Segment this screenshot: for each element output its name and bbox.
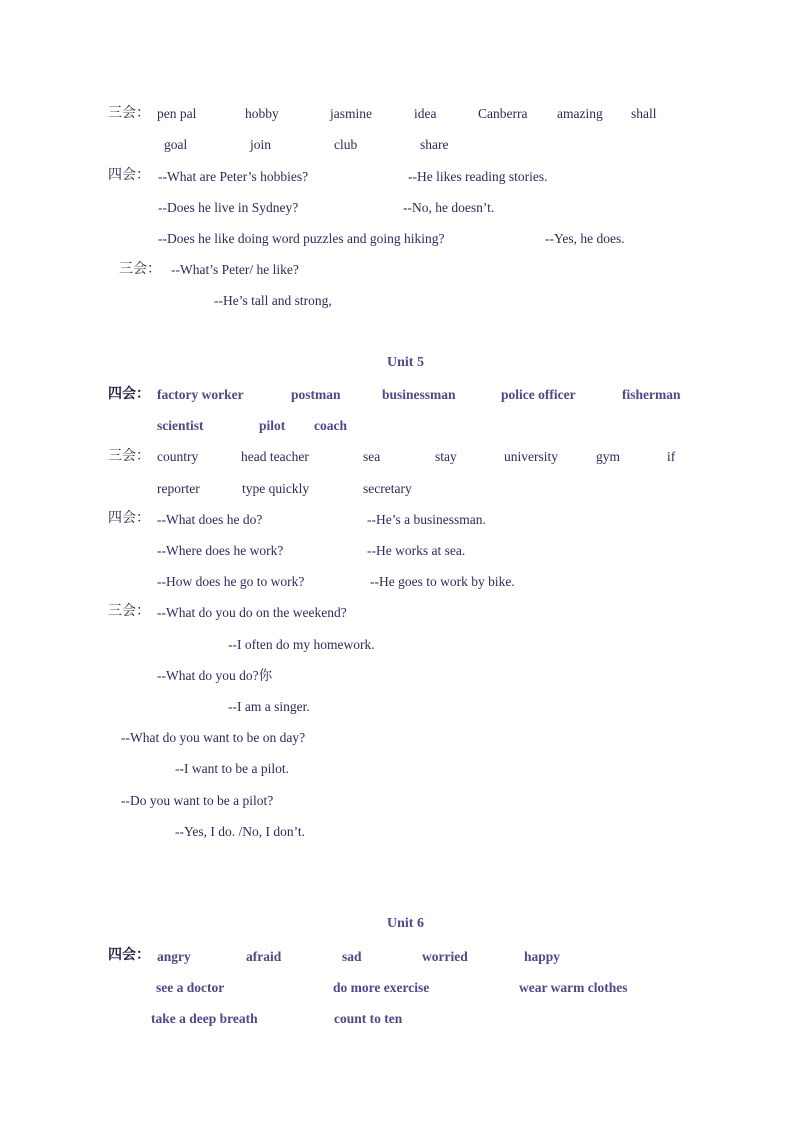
sentence-answer: --He’s tall and strong, xyxy=(214,293,332,308)
vocab-word: university xyxy=(504,449,558,464)
vocab-word: join xyxy=(250,137,272,152)
sentence-line: --I often do my homework. xyxy=(228,637,375,652)
unit-heading: Unit 6 xyxy=(387,916,424,931)
vocab-word: worried xyxy=(422,949,468,964)
vocab-word: coach xyxy=(314,418,347,433)
level-label: 四会： xyxy=(108,386,150,402)
vocab-word: head teacher xyxy=(241,449,309,464)
sentence-line: --I am a singer. xyxy=(228,699,310,714)
sentence-question: --Does he live in Sydney? xyxy=(158,200,299,215)
sentence-question: --How does he go to work? xyxy=(157,574,305,589)
vocab-word: wear warm clothes xyxy=(519,980,628,995)
vocab-word: police officer xyxy=(501,387,576,402)
vocab-word: club xyxy=(334,137,358,152)
vocab-word: Canberra xyxy=(478,106,528,121)
sentence-answer: --No, he doesn’t. xyxy=(403,200,495,215)
vocab-word: goal xyxy=(164,137,188,152)
level-label: 四会： xyxy=(108,947,150,963)
level-label: 四会： xyxy=(108,510,150,526)
vocab-word: afraid xyxy=(246,949,282,964)
vocab-word: secretary xyxy=(363,481,412,496)
sentence-line: --What do you do on the weekend? xyxy=(157,605,347,620)
sentence-answer: --He likes reading stories. xyxy=(408,169,548,184)
vocab-word: postman xyxy=(291,387,341,402)
vocab-word: amazing xyxy=(557,106,603,121)
sentence-line: --I want to be a pilot. xyxy=(175,761,289,776)
vocab-word: sea xyxy=(363,449,381,464)
vocab-word: stay xyxy=(435,449,457,464)
sentence-answer: --He goes to work by bike. xyxy=(370,574,515,589)
vocab-word: country xyxy=(157,449,199,464)
sentence-answer: --He works at sea. xyxy=(367,543,466,558)
vocab-word: businessman xyxy=(382,387,456,402)
sentence-question: --Does he like doing word puzzles and going hiking? xyxy=(158,231,445,246)
vocab-word: if xyxy=(667,449,676,464)
vocab-word: fisherman xyxy=(622,387,681,402)
sentence-question: --What does he do? xyxy=(157,512,263,527)
sentence-line: --Do you want to be a pilot? xyxy=(121,793,274,808)
vocab-word: shall xyxy=(631,106,657,121)
level-label: 四会： xyxy=(108,167,150,183)
vocab-word: reporter xyxy=(157,481,200,496)
sentence-line: --Yes, I do. /No, I don’t. xyxy=(175,824,306,839)
vocab-word: count to ten xyxy=(334,1011,403,1026)
vocab-word: factory worker xyxy=(157,387,244,402)
vocab-word: do more exercise xyxy=(333,980,430,995)
sentence-line: --What do you want to be on day? xyxy=(121,730,306,745)
vocab-word: see a doctor xyxy=(156,980,225,995)
vocab-word: pen pal xyxy=(157,106,197,121)
vocab-word: angry xyxy=(157,949,191,964)
unit-heading: Unit 5 xyxy=(387,355,424,370)
vocab-word: idea xyxy=(414,106,437,121)
sentence-answer: --Yes, he does. xyxy=(545,231,625,246)
sentence-question: --What’s Peter/ he like? xyxy=(171,262,299,277)
vocab-word: gym xyxy=(596,449,621,464)
vocab-word: scientist xyxy=(157,418,204,433)
vocab-word: sad xyxy=(342,949,362,964)
sentence-line: --What do you do?你 xyxy=(157,668,273,683)
vocab-word: happy xyxy=(524,949,561,964)
vocab-word: take a deep breath xyxy=(151,1011,258,1026)
vocab-word: jasmine xyxy=(330,106,372,121)
vocab-word: share xyxy=(420,137,449,152)
sentence-question: --Where does he work? xyxy=(157,543,284,558)
level-label: 三会： xyxy=(108,105,150,121)
level-label: 三会： xyxy=(119,261,161,277)
vocab-word: pilot xyxy=(259,418,286,433)
level-label: 三会： xyxy=(108,603,150,619)
level-label: 三会： xyxy=(108,448,150,464)
sentence-answer: --He’s a businessman. xyxy=(367,512,486,527)
vocab-word: hobby xyxy=(245,106,279,121)
sentence-question: --What are Peter’s hobbies? xyxy=(158,169,309,184)
vocab-word: type quickly xyxy=(242,481,310,496)
